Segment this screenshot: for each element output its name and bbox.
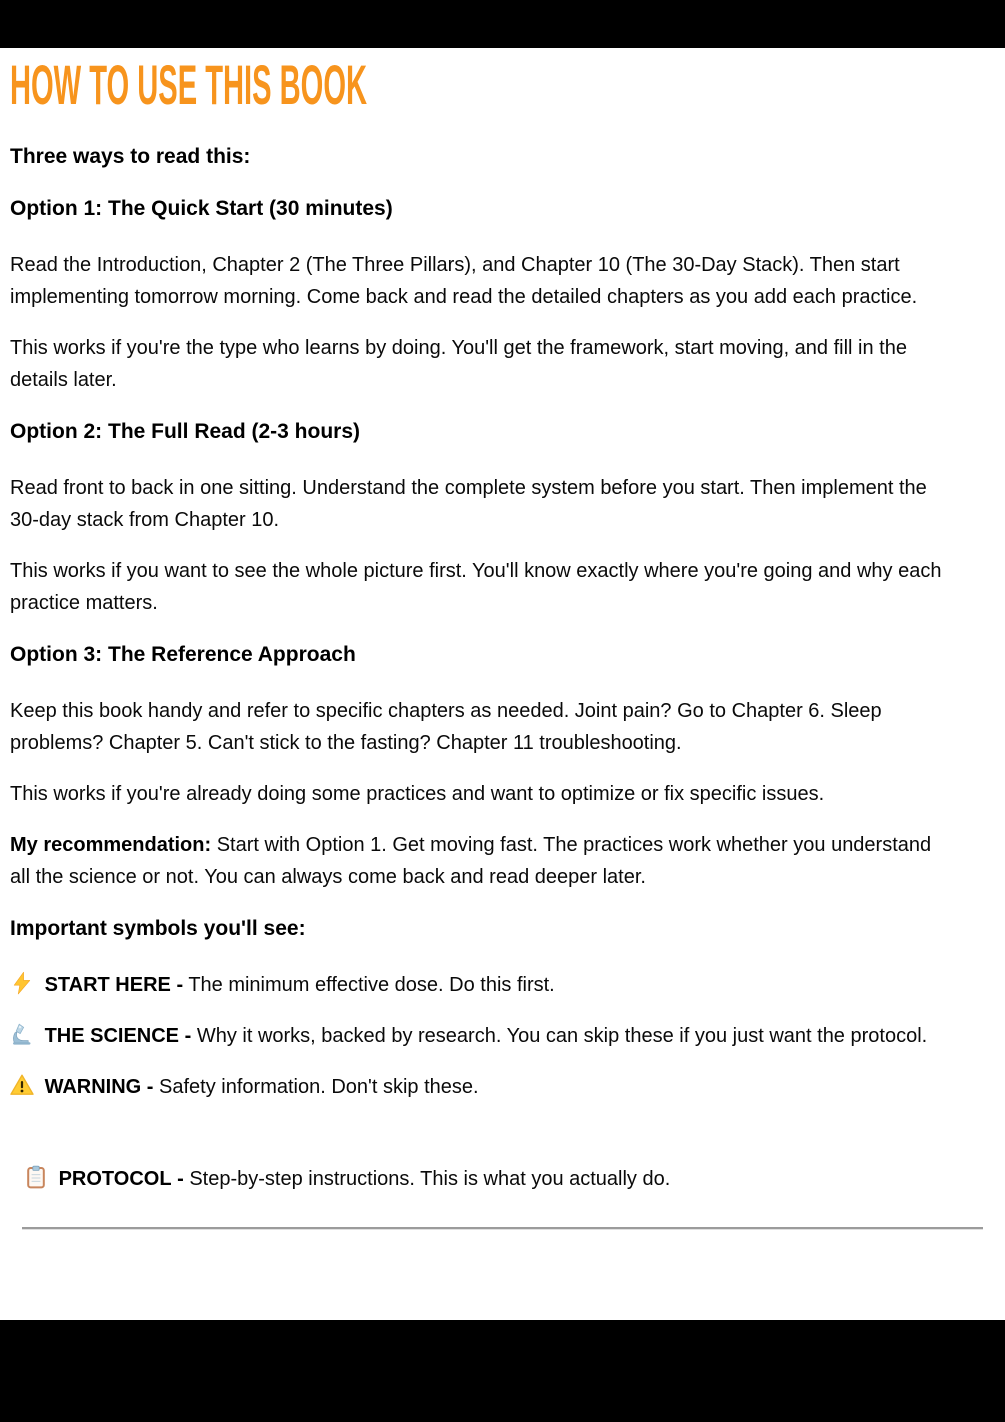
symbols-heading: Important symbols you'll see: [10, 917, 306, 940]
option-1-paragraph-2: This works if you're the type who learns by doing. You'll get the framework, start moving, and fill in the details later. [10, 337, 907, 391]
symbol-row-the-science [10, 1020, 962, 1052]
option-2-heading: Option 2: The Full Read (2-3 hours) [10, 420, 361, 443]
option-2-paragraph-1: Read front to back in one sitting. Understand the complete system before you start. Then implement the 30-day stack from Chapter 10. [10, 477, 927, 531]
symbol-start-here-dash: - [176, 974, 184, 996]
option-3-paragraph-2: This works if you're already doing some practices and want to optimize or fix specific issues. [10, 783, 825, 805]
clipboard-icon [24, 1165, 48, 1189]
microscope-icon [10, 1022, 34, 1046]
symbol-warning-label: WARNING [44, 1076, 142, 1098]
warning-icon [10, 1073, 34, 1097]
symbol-protocol-label: PROTOCOL [58, 1168, 172, 1190]
symbol-row-start-here [10, 969, 962, 1001]
symbol-warning-description: Safety information. Don't skip these. [159, 1076, 479, 1098]
book-page [0, 48, 1005, 1320]
recommendation-paragraph [10, 829, 947, 893]
option-3-heading: Option 3: The Reference Approach [10, 643, 356, 666]
page-title [10, 53, 995, 116]
symbol-start-here-description: The minimum effective dose. Do this first. [188, 974, 555, 996]
symbol-the-science-dash: - [184, 1025, 192, 1047]
section-divider [22, 1227, 983, 1229]
symbol-protocol-description: Step-by-step instructions. This is what you actually do. [189, 1168, 671, 1190]
symbol-the-science-label: THE SCIENCE [44, 1025, 180, 1047]
symbol-start-here-label: START HERE [44, 974, 171, 996]
page-title-text: HOW TO USE THIS BOOK [10, 53, 368, 116]
lightning-icon [10, 971, 34, 995]
symbol-warning-dash: - [146, 1076, 154, 1098]
option-2-paragraph-2: This works if you want to see the whole picture first. You'll know exactly where you're going and why each practice matters. [10, 560, 942, 614]
symbol-row-protocol [10, 1163, 962, 1195]
recommendation-text: Start with Option 1. Get moving fast. The practices work whether you understand all the science or not. You can always come back and read deeper later. [10, 834, 932, 888]
symbol-row-warning [10, 1071, 962, 1103]
bottom-letterbox-bar [0, 1320, 1005, 1422]
option-3-paragraph-1: Keep this book handy and refer to specific chapters as needed. Joint pain? Go to Chapter 6. Sleep problems? Chapter 5. Can't stick to the fasting? Chapter 11 troubleshooting. [10, 700, 882, 754]
recommendation-lead: My recommendation: [10, 834, 212, 856]
top-letterbox-bar [0, 0, 1005, 48]
option-1-heading: Option 1: The Quick Start (30 minutes) [10, 197, 393, 220]
intro-heading: Three ways to read this: [10, 145, 251, 168]
option-1-paragraph-1: Read the Introduction, Chapter 2 (The Three Pillars), and Chapter 10 (The 30-Day Stack). Then start implementing tomorrow morning. Come back and read the detailed chapters as you add each practice. [10, 254, 918, 308]
symbol-the-science-description: Why it works, backed by research. You can skip these if you just want the protocol. [196, 1025, 928, 1047]
symbol-protocol-dash: - [177, 1168, 184, 1190]
